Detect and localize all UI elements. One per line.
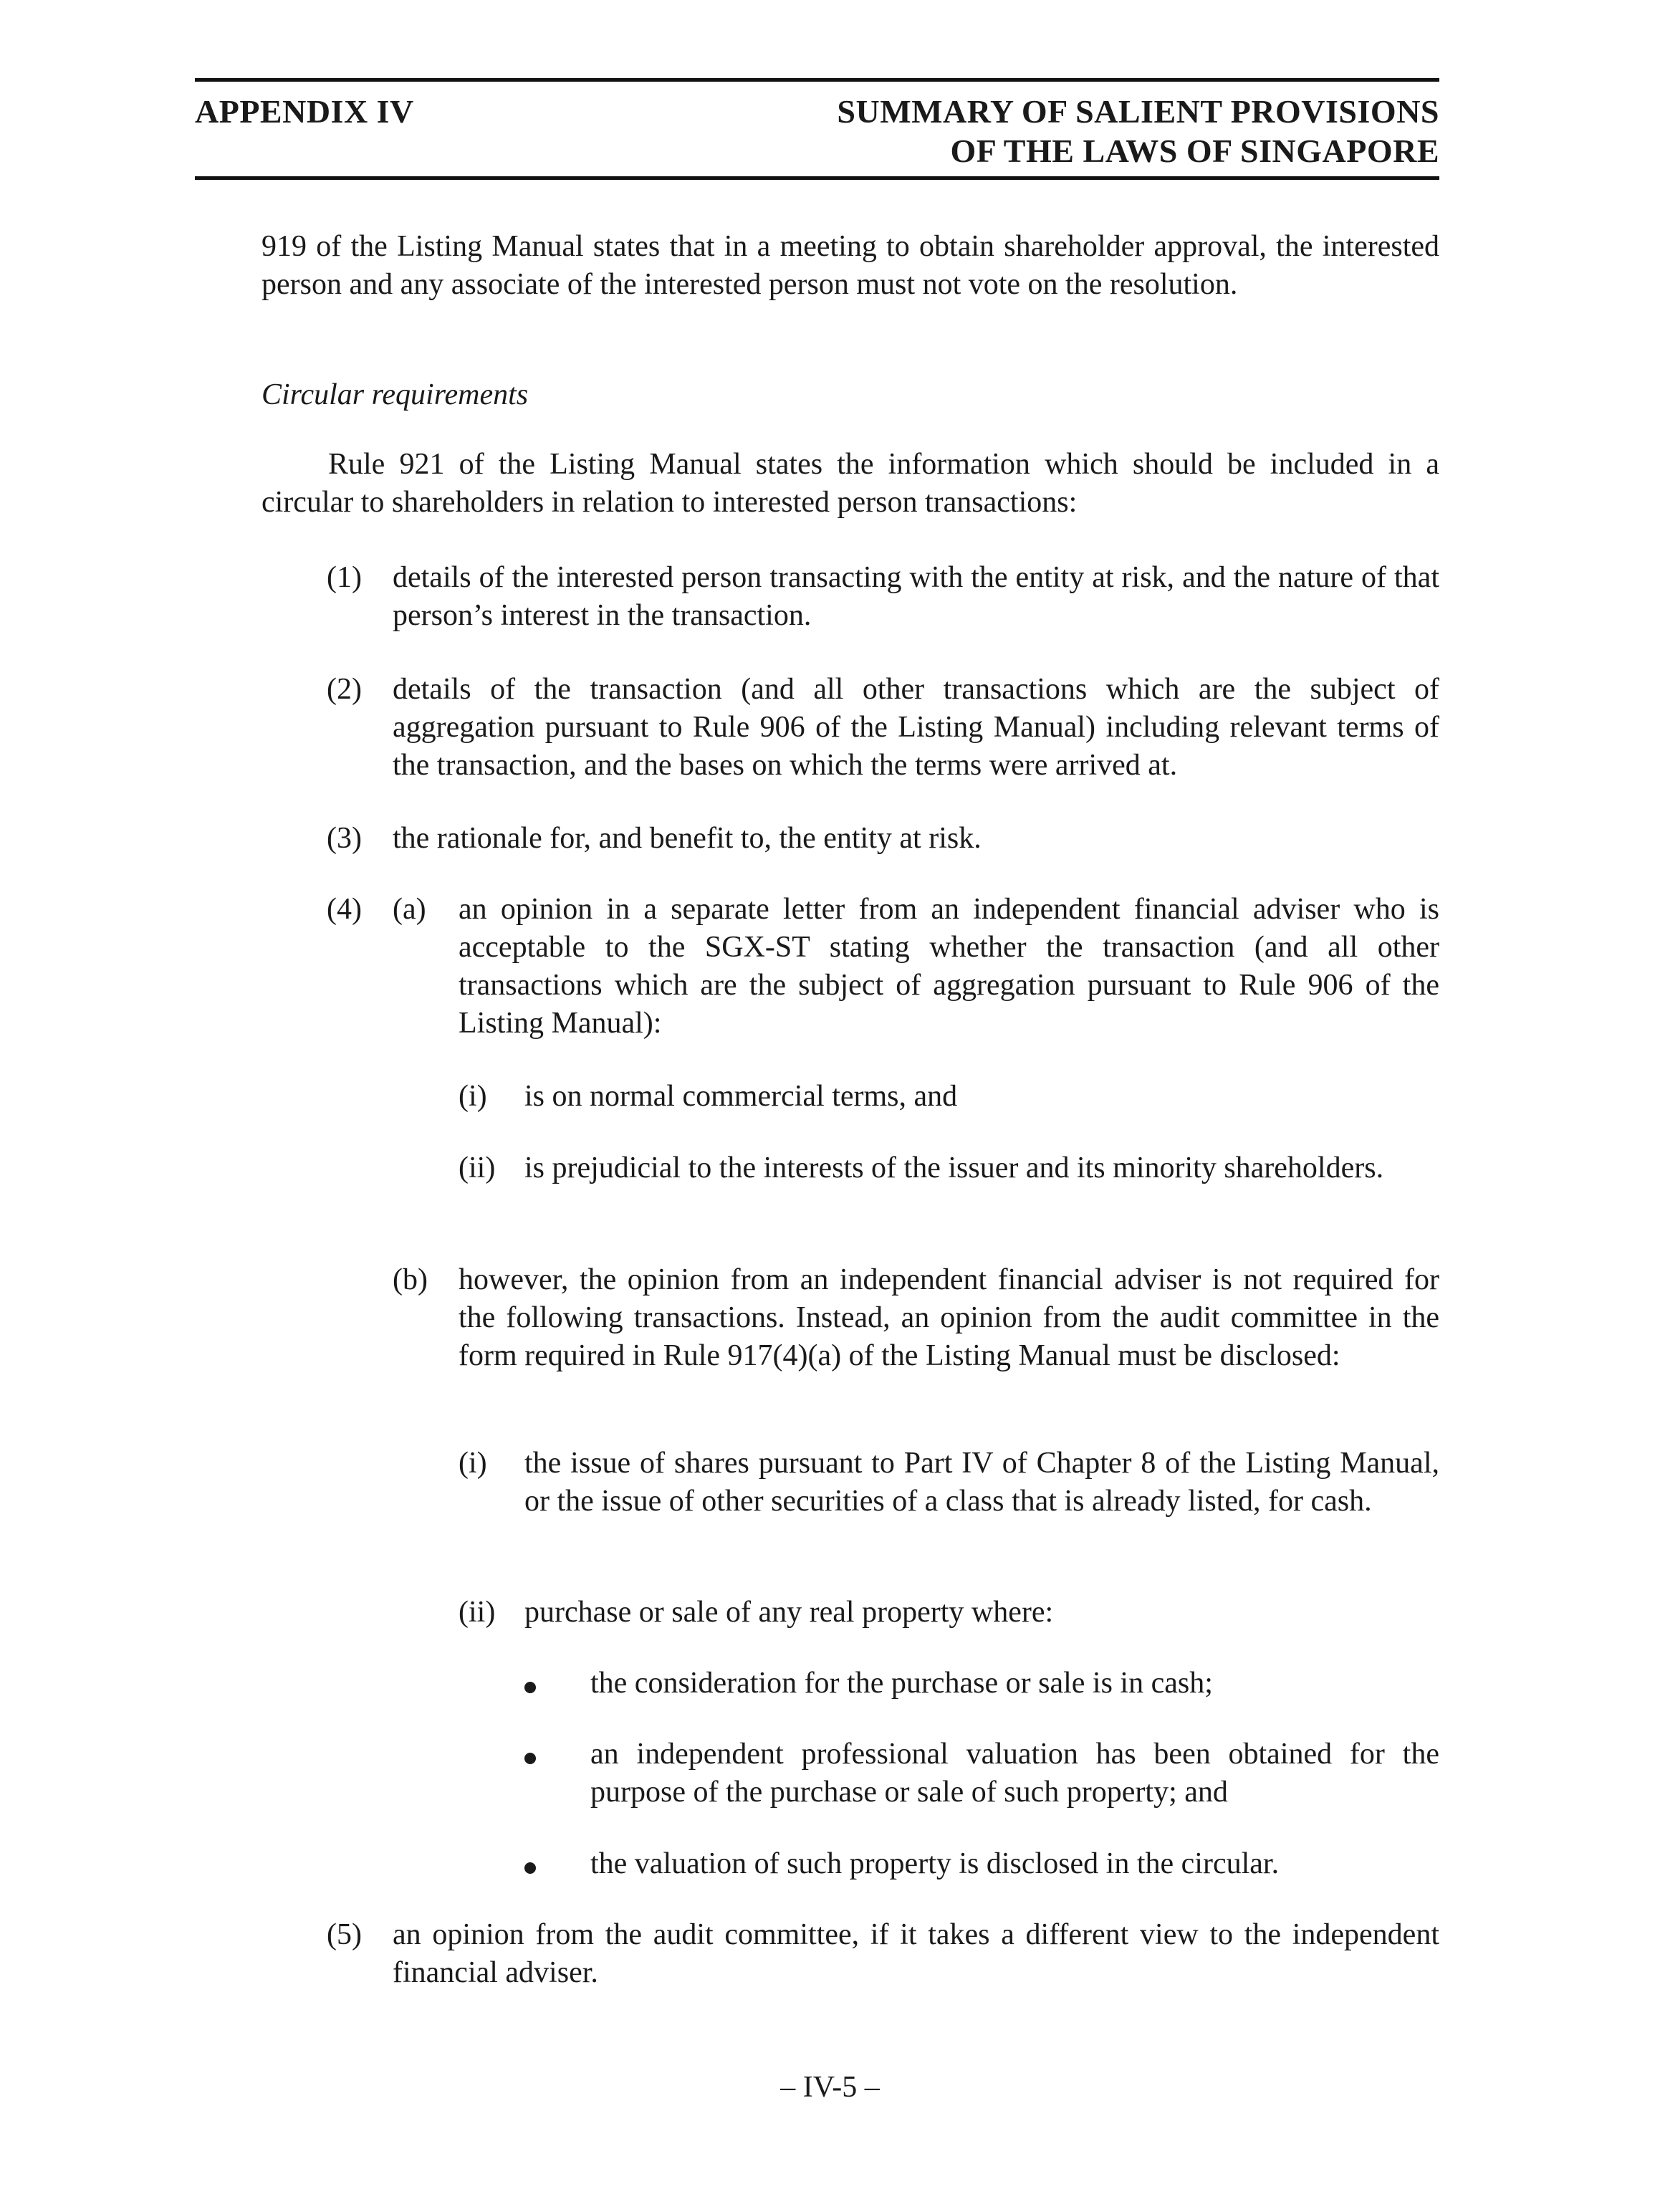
- sub-item-label: (b): [393, 1263, 428, 1296]
- list-item-label: (1): [327, 561, 362, 594]
- sub-point-text: the issue of shares pursuant to Part IV of Chapter 8 of the Listing Manual, or the issue of other securities of a class that is already listed, for cash.: [524, 1447, 1439, 1518]
- sub-item-label: (a): [393, 893, 426, 926]
- list-item-label: (3): [327, 822, 362, 855]
- intro-paragraph: 919 of the Listing Manual states that in a meeting to obtain shareholder approval, the interested person and any associate of the interested person must not vote on the resolution.: [262, 230, 1439, 301]
- list-item-label: (4): [327, 893, 362, 926]
- sub-point-label: (i): [459, 1080, 487, 1113]
- list-item-text: details of the transaction (and all other transactions which are the subject of aggregation pursuant to Rule 906 of the Listing Manual) including relevant terms of the transaction, and the bases on which the terms were arrived at.: [393, 673, 1439, 782]
- appendix-title: [837, 92, 1439, 171]
- sub-item-text: however, the opinion from an independent financial adviser is not required for the following transactions. Instead, an opinion from the audit committee in the form required in Rule 917(4)(a) of the Listing Manual must be disclosed:: [459, 1263, 1439, 1372]
- bullet-icon: [524, 1753, 536, 1764]
- sub-point-label: (ii): [459, 1596, 496, 1629]
- sub-point-text: is on normal commercial terms, and: [524, 1080, 958, 1113]
- page-number: – IV-5 –: [780, 2071, 880, 2104]
- bullet-text: an independent professional valuation has been obtained for the purpose of the purchase or sale of such property; and: [590, 1738, 1439, 1809]
- rule-paragraph: Rule 921 of the Listing Manual states the information which should be included in a circular to shareholders in relation to interested person transactions:: [262, 448, 1439, 519]
- sub-point-text: is prejudicial to the interests of the issuer and its minority shareholders.: [524, 1152, 1384, 1184]
- section-heading: Circular requirements: [262, 378, 529, 411]
- bullet-icon: [524, 1682, 536, 1693]
- sub-point-label: (ii): [459, 1152, 496, 1184]
- bullet-icon: [524, 1862, 536, 1874]
- list-item-text: the rationale for, and benefit to, the entity at risk.: [393, 822, 982, 855]
- sub-point-text: purchase or sale of any real property where:: [524, 1596, 1054, 1629]
- bullet-text: the consideration for the purchase or sale is in cash;: [590, 1667, 1213, 1700]
- sub-item-text: an opinion in a separate letter from an independent financial adviser who is acceptable to the SGX-ST stating whether the transaction (and all other transactions which are the subject of aggregation pursuant to Rule 906 of the Listing Manual):: [459, 893, 1439, 1040]
- bullet-text: the valuation of such property is disclosed in the circular.: [590, 1847, 1280, 1880]
- header-top-rule: [195, 78, 1439, 82]
- appendix-label: APPENDIX IV: [195, 93, 414, 130]
- appendix-title-line-1: SUMMARY OF SALIENT PROVISIONS: [837, 93, 1439, 130]
- list-item-label: (5): [327, 1918, 362, 1951]
- list-item-text: an opinion from the audit committee, if it takes a different view to the independent financial adviser.: [393, 1918, 1439, 1989]
- appendix-title-line-2: OF THE LAWS OF SINGAPORE: [950, 133, 1439, 169]
- header-bottom-rule: [195, 176, 1439, 180]
- list-item-label: (2): [327, 673, 362, 706]
- list-item-text: details of the interested person transacting with the entity at risk, and the nature of that person’s interest in the transaction.: [393, 561, 1439, 632]
- sub-point-label: (i): [459, 1447, 487, 1480]
